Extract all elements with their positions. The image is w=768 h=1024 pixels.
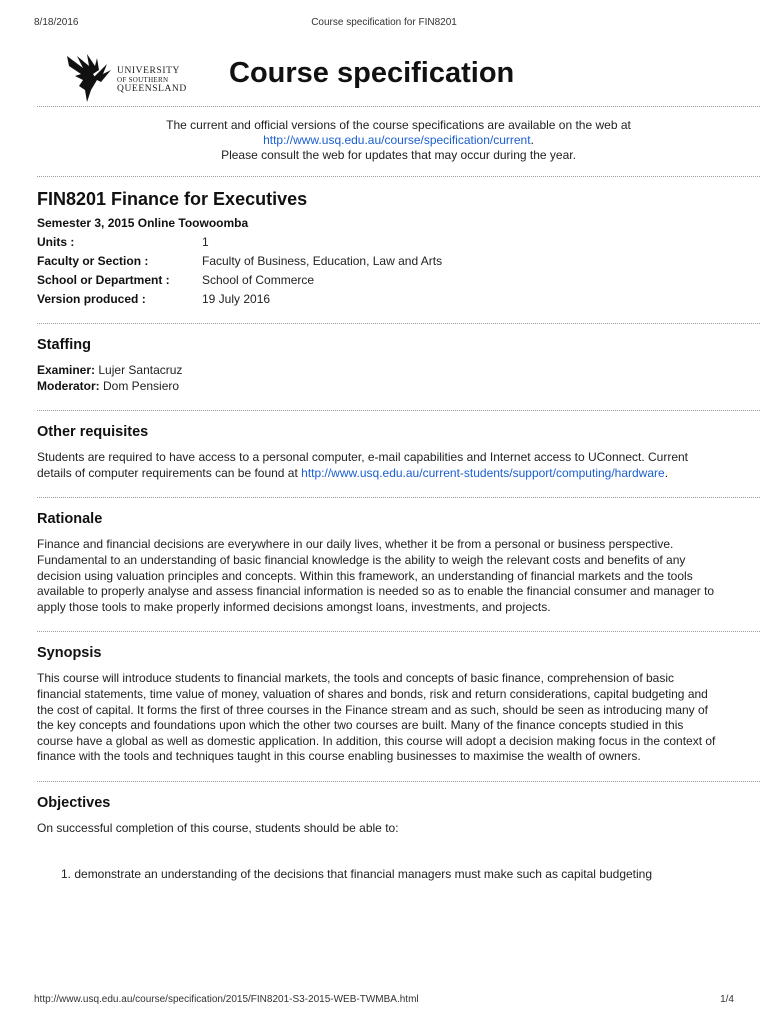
print-url: http://www.usq.edu.au/course/specification/2015/FIN8201-S3-2015-WEB-TWMBA.html xyxy=(34,994,419,1005)
course-offering: Semester 3, 2015 Online Toowoomba xyxy=(37,216,249,230)
document-page xyxy=(37,40,763,985)
rationale-section xyxy=(37,498,763,631)
course-details-table xyxy=(37,216,442,311)
print-footer xyxy=(0,994,768,1008)
examiner-line: Examiner: Lujer Santacruz xyxy=(37,363,183,377)
objectives-list xyxy=(37,867,763,883)
objectives-intro: On successful completion of this course, students should be able to: xyxy=(37,820,399,835)
hardware-link[interactable]: http://www.usq.edu.au/current-students/support/computing/hardware xyxy=(301,465,665,480)
detail-row: Units : 1 xyxy=(37,235,209,249)
moderator-line: Moderator: Dom Pensiero xyxy=(37,378,180,393)
staffing-section xyxy=(37,324,763,410)
detail-row: Faculty or Section : Faculty of Business, Education, Law and Arts xyxy=(37,254,443,268)
page-number: 1/4 xyxy=(720,994,734,1005)
phoenix-icon xyxy=(63,50,115,102)
rationale-text: Finance and financial decisions are everywhere in our daily lives, whether it be from a personal or business perspective. Fundamental to an understanding of basic financial knowledge is the ability to weigh the relevant costs and benefits of any decision using valuation principles and concepts. Within this framework, an understanding of financial markets and the tools available to properly analyse and assess financial information is needed so as to enable the financial consumer and manager to apply those tools to make properly informed decisions amongst loans, investments, and projects. xyxy=(37,537,715,614)
print-page-title: Course specification for FIN8201 xyxy=(311,17,457,28)
objectives-heading: Objectives xyxy=(37,794,111,811)
detail-row: Version produced : 19 July 2016 xyxy=(37,292,271,306)
spec-notice: The current and official versions of the course specifications are available on the web at http://www.usq.edu.au/course/specification/current. Please consult the web for updates that may occur during the year. xyxy=(166,118,631,162)
synopsis-section xyxy=(37,632,763,781)
detail-row: School or Department : School of Commerce xyxy=(37,273,315,287)
course-offering-row xyxy=(37,216,442,235)
staffing-heading: Staffing xyxy=(37,337,91,353)
rationale-heading: Rationale xyxy=(37,511,103,528)
masthead xyxy=(37,40,763,106)
document-title: Course specification xyxy=(229,57,515,89)
requisites-heading: Other requisites xyxy=(37,424,149,441)
print-header xyxy=(0,17,768,31)
synopsis-text: This course will introduce students to financial markets, the tools and concepts of basic finance, comprehension of basic financial statements, time value of money, valuation of shares and bonds, risk and return considerations, capital budgeting and the cost of capital. It forms the first of three courses in the Finance stream and as such, should be seen as introducing many of the key concepts and foundations upon which the other two courses are built. Many of the finance concepts studied in this course have a global as well as domestic application. In addition, this course will adopt a decision making focus in the context of finance with the tools and techniques taught in this course enabling businesses to maximise the wealth of owners. xyxy=(37,671,716,764)
synopsis-heading: Synopsis xyxy=(37,645,102,662)
requisites-text: Students are required to have access to a personal computer, e-mail capabilities and Internet access to UConnect. Current details of computer requirements can be found at http://www.usq.edu.au/current-students/support/computing/hardware. xyxy=(37,450,689,480)
print-date: 8/18/2016 xyxy=(34,17,79,28)
objectives-section xyxy=(37,782,763,898)
usq-logo xyxy=(63,50,223,102)
list-item: 1. demonstrate an understanding of the decisions that financial managers must make such as capital budgeting xyxy=(61,866,653,881)
requisites-section xyxy=(37,411,763,497)
current-spec-link[interactable]: http://www.usq.edu.au/course/specification/current xyxy=(263,133,531,147)
course-title: FIN8201 Finance for Executives xyxy=(37,189,308,209)
logo-wordmark: UNIVERSITY OF SOUTHERN QUEENSLAND xyxy=(117,66,187,94)
